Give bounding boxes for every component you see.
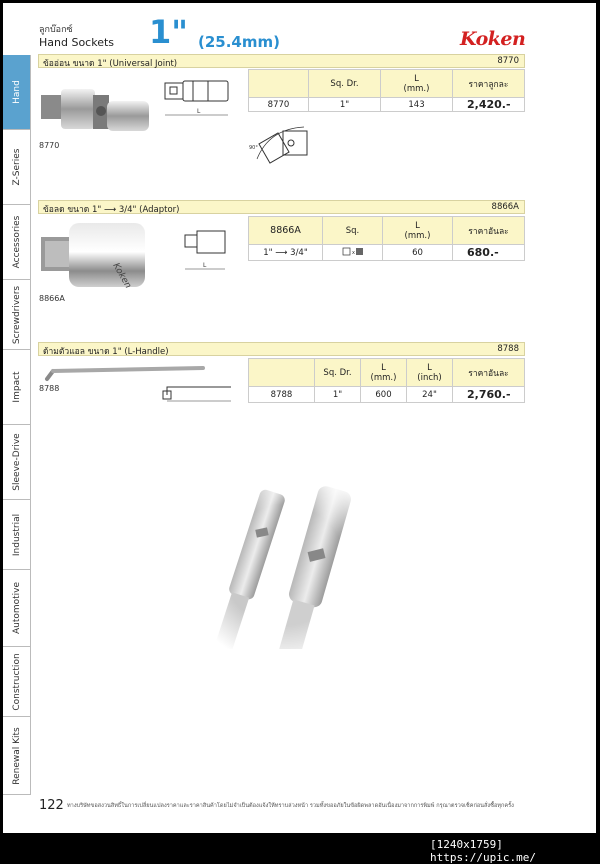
universal-joint-angle-diagram <box>249 119 319 175</box>
sockets-photo <box>199 481 369 649</box>
svg-text:Koken: Koken <box>110 261 133 291</box>
cell-sq-dr: 1" <box>309 98 381 112</box>
svg-text:90°: 90° <box>249 145 258 151</box>
adaptor-diagram <box>183 229 233 279</box>
header-size-mm: (25.4mm) <box>198 33 280 51</box>
product-bar-universal-joint <box>38 54 525 68</box>
product-bar-adaptor <box>38 200 525 214</box>
sidebar-tab-hand[interactable]: Hand <box>3 55 31 130</box>
page-number: 122 <box>39 798 64 813</box>
cell-price: 680.- <box>453 245 525 261</box>
product-title: ข้อลด ขนาด 1" ⟶ 3/4" (Adaptor) <box>43 205 180 215</box>
universal-joint-photo <box>37 81 155 139</box>
product-code: 8770 <box>497 56 519 66</box>
product-caption: 8788 <box>39 384 60 393</box>
header-title-english: Hand Sockets <box>39 36 115 49</box>
sidebar-tab-sleeve-drive[interactable]: Sleeve-Drive <box>3 425 31 500</box>
cell-length-inch: 24" <box>407 387 453 403</box>
cell-length-mm: 600 <box>361 387 407 403</box>
cell-price: 2,420.- <box>453 98 525 112</box>
image-size-badge: [1240x1759] https://upic.me/ <box>430 838 536 864</box>
product-caption: 8866A <box>39 294 65 303</box>
cell-length: 60 <box>383 245 453 261</box>
cell-code: 8788 <box>249 387 315 403</box>
product-title: ข้ออ่อน ขนาด 1" (Universal Joint) <box>43 59 178 69</box>
universal-joint-diagram <box>163 75 233 125</box>
product-code: 8866A <box>491 202 519 212</box>
catalog-page <box>3 3 596 833</box>
product-title: ด้ามตัวแอล ขนาด 1" (L-Handle) <box>43 347 169 357</box>
category-sidebar <box>3 55 31 795</box>
koken-logo: Koken <box>460 28 526 50</box>
l-handle-diagram <box>161 377 237 403</box>
product-bar-l-handle <box>38 342 525 356</box>
sidebar-tab-construction[interactable]: Construction <box>3 647 31 717</box>
cell-price: 2,760.- <box>453 387 525 403</box>
cell-code: 8770 <box>249 98 309 112</box>
product-caption: 8770 <box>39 141 60 150</box>
spec-table-adaptor: 8866A Sq. L (mm.) ราคาอันละ 1" ⟶ 3/4" x 60 680.- <box>248 216 525 261</box>
sidebar-tab-z-series[interactable]: Z-Series <box>3 130 31 205</box>
spec-table-universal-joint: Sq. Dr. L (mm.) ราคาลูกละ 8770 1" 143 2,420.- <box>248 69 525 112</box>
cell-size: 1" ⟶ 3/4" <box>249 245 323 261</box>
square-drive-icons <box>342 247 364 256</box>
sidebar-tab-accessories[interactable]: Accessories <box>3 205 31 280</box>
svg-text:x: x <box>351 249 355 256</box>
svg-text:L: L <box>203 262 207 269</box>
spec-table-l-handle: Sq. Dr. L (mm.) L (inch) ราคาอันละ 8788 1" 600 24" 2,760.- <box>248 358 525 403</box>
cell-length: 143 <box>381 98 453 112</box>
svg-text:L: L <box>197 108 201 115</box>
sidebar-tab-impact[interactable]: Impact <box>3 350 31 425</box>
sidebar-tab-automotive[interactable]: Automotive <box>3 570 31 647</box>
sidebar-tab-industrial[interactable]: Industrial <box>3 500 31 570</box>
product-code: 8788 <box>497 344 519 354</box>
cell-sq-dr: 1" <box>315 387 361 403</box>
cell-sq-icons <box>323 245 383 261</box>
header-size: 1" <box>149 13 188 51</box>
sidebar-tab-renewal-kits[interactable]: Renewal Kits <box>3 717 31 795</box>
footer-disclaimer: ทางบริษัทขอสงวนสิทธิ์ในการเปลี่ยนแปลงราคาและราคาสินค้าโดยไม่จำเป็นต้องแจ้งให้ทราบล่วงหน้า รวมทั้งขออภัยในข้อผิดพลาดอันเนื่องมาจากการพิมพ์ กรุณาตรวจเช็คก่อนสั่งซื้อทุกครั้ง <box>67 803 514 809</box>
header-title-thai: ลูกบ๊อกซ์ <box>39 25 73 35</box>
adaptor-photo <box>39 219 151 291</box>
sidebar-tab-screwdrivers[interactable]: Screwdrivers <box>3 280 31 350</box>
